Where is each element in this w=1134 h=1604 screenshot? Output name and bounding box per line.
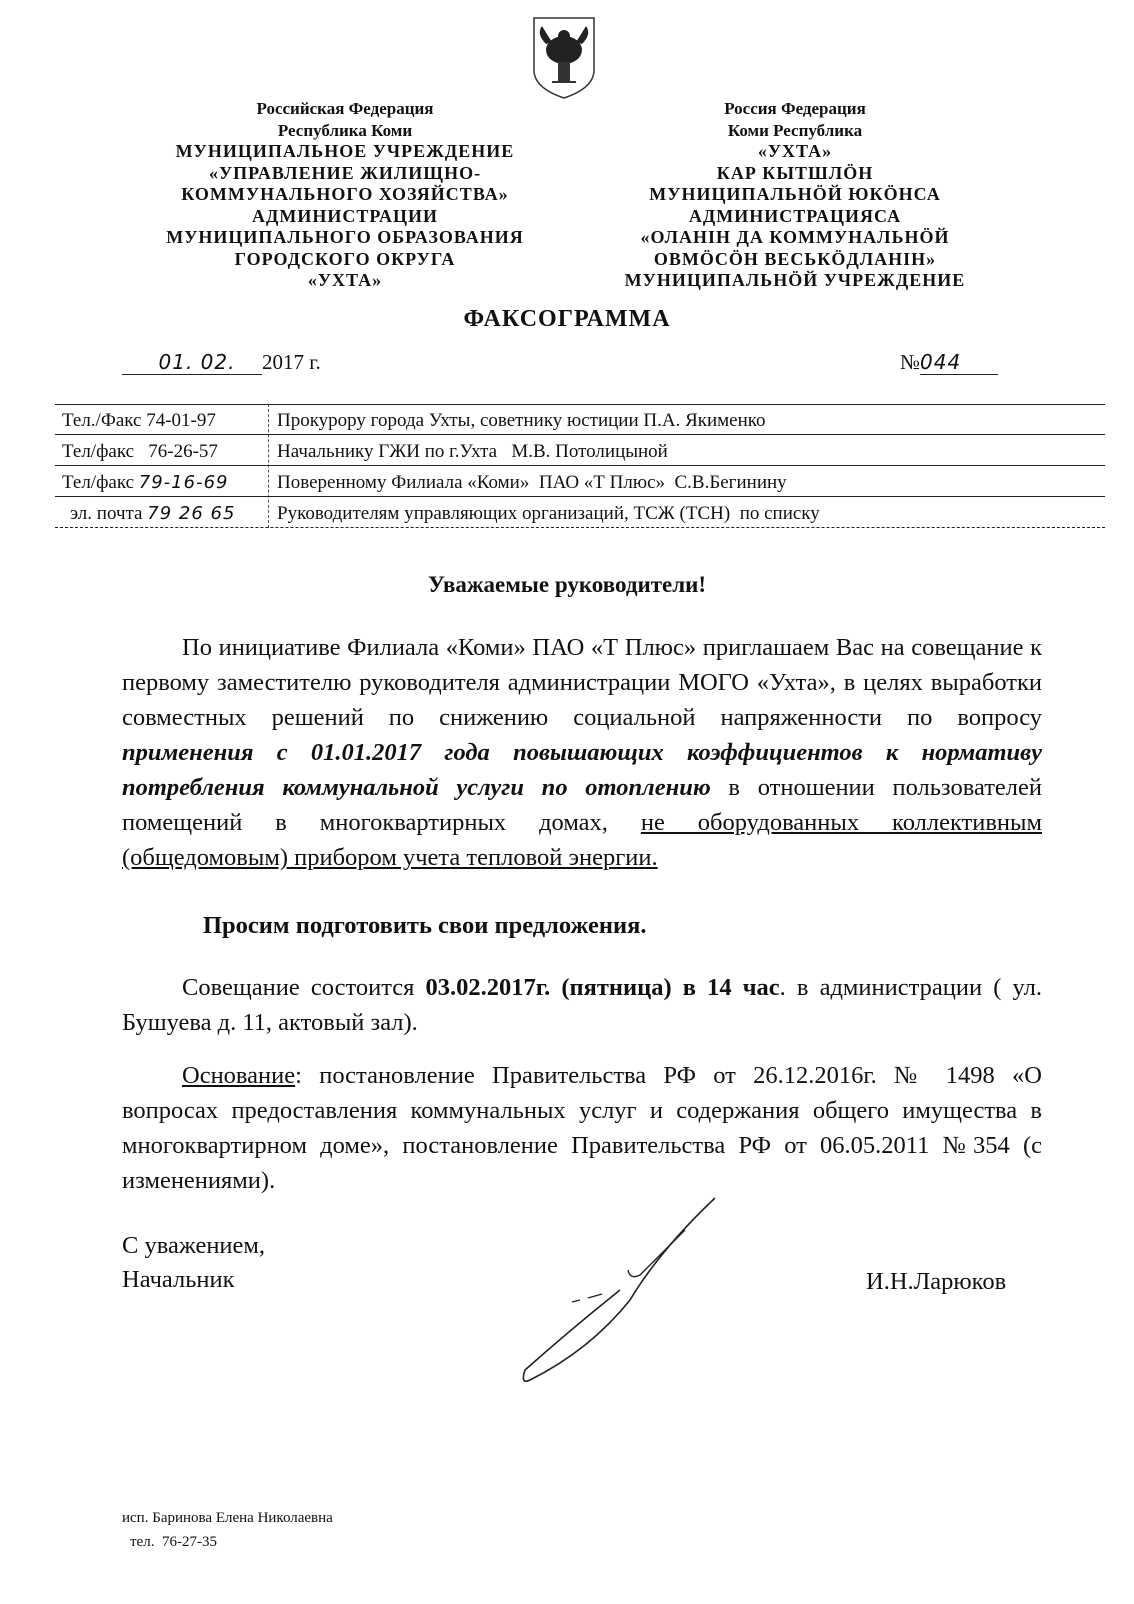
header-right-line: ОВМӦСӦН ВЕСЬКӦДЛАНІН» (653, 248, 937, 269)
recipient-contact (62, 472, 228, 494)
recipient-name: Поверенному Филиала «Коми» ПАО «Т Плюс» С.В.Бегинину (277, 472, 787, 493)
contact-text: эл. почта (70, 503, 143, 524)
para2-text: Совещание состоится (182, 974, 426, 1001)
position: Начальник (122, 1266, 235, 1293)
header-left-line: «УХТА» (307, 270, 383, 290)
signature-icon (510, 1190, 740, 1390)
para1-text: По инициативе Филиала «Коми» ПАО «Т Плюс» приглашаем Вас на совещание к первому заместителю руководителя администрации МОГО «Ухта», в целях выработки совместных решений по снижению социальной напряженности по вопросу (122, 634, 1042, 731)
header-left-line: МУНИЦИПАЛЬНОЕ УЧРЕЖДЕНИЕ (175, 141, 515, 161)
recipient-name: Прокурору города Ухты, советнику юстиции П.А. Якименко (277, 410, 766, 431)
header-left-line: Российская Федерация (256, 99, 434, 118)
table-rule (55, 434, 1105, 435)
header-right-line: Россия Федерация (724, 99, 866, 118)
contact-text: Тел/факс (62, 472, 135, 493)
recipient-contact (62, 441, 218, 463)
para1-text: в отношении пользователей помещений в многоквартирных домах, (122, 774, 1042, 836)
closing: С уважением, (122, 1232, 266, 1259)
date-handwritten: 01. 02. (122, 350, 262, 375)
number-field (900, 350, 1020, 375)
number-label: № (900, 350, 921, 374)
header-right-line: «ОЛАНІН ДА КОММУНАЛЬНӦЙ (640, 227, 950, 247)
para2-bold: 03.02.2017г. (пятница) в 14 час (425, 974, 780, 1001)
header-right-line: «УХТА» (757, 141, 833, 161)
header-right-line: Коми Республика (727, 120, 863, 140)
header-right (575, 98, 1015, 292)
header-left-line: МУНИЦИПАЛЬНОГО ОБРАЗОВАНИЯ (166, 227, 524, 247)
document-title: ФАКСОГРАММА (463, 306, 671, 332)
header-right-line: МУНИЦИПАЛЬНӦЙ ЮКӦНСА (649, 184, 941, 204)
contact-text: Тел/факс 76-26-57 (62, 441, 218, 462)
table-rule (55, 496, 1105, 497)
recipient-contact (62, 410, 216, 432)
executor-name: исп. Баринова Елена Николаевна (122, 1510, 333, 1526)
table-divider (268, 404, 269, 528)
paragraph-basis (122, 1058, 1042, 1198)
basis-label: Основание (182, 1062, 296, 1089)
para1-emphasis: применения с 01.01.2017 года повышающих коэффициентов к нормативу потребления коммунальной услуги по отоплению (122, 739, 1042, 801)
komi-coat-of-arms-icon (530, 14, 598, 100)
table-rule (55, 465, 1105, 466)
header-left-line: «УПРАВЛЕНИЕ ЖИЛИЩНО- (208, 162, 482, 183)
greeting: Уважаемые руководители! (427, 572, 707, 597)
contact-handwritten: 79-16-69 (138, 472, 229, 493)
header-left-line: ГОРОДСКОГО ОКРУГА (234, 248, 456, 269)
signatory-name: И.Н.Ларюков (866, 1268, 1007, 1295)
paragraph-meeting (122, 970, 1042, 1040)
para2-text: . в администрации ( ул. Бушуева д. 11, актовый зал). (122, 974, 1042, 1036)
executor-phone: тел. 76-27-35 (130, 1534, 217, 1550)
header-left-line: Республика Коми (277, 120, 413, 140)
header-left (135, 98, 555, 292)
header-left-line: АДМИНИСТРАЦИИ (251, 205, 439, 226)
basis-text: : постановление Правительства РФ от 26.12.2016г. № 1498 «О вопросах предоставления коммунальных услуг и содержания общего имущества в многоквартирном доме», постановление Правительства РФ от 06.05.2011 №354 (с изменениями). (122, 1062, 1042, 1194)
header-right-line: МУНИЦИПАЛЬНӦЙ УЧРЕЖДЕНИЕ (624, 270, 966, 290)
header-left-line: КОММУНАЛЬНОГО ХОЗЯЙСТВА» (181, 184, 509, 204)
date-suffix: 2017 г. (262, 350, 321, 374)
request-line: Просим подготовить свои предложения. (203, 912, 647, 939)
header-right-line: АДМИНИСТРАЦИЯСА (688, 205, 902, 226)
table-rule (55, 404, 1105, 405)
recipient-name: Начальнику ГЖИ по г.Ухта М.В. Потолицыной (277, 441, 668, 462)
para1-underlined: не оборудованных коллективным (общедомовым) прибором учета тепловой энергии. (122, 809, 1042, 871)
number-handwritten: 044 (920, 350, 998, 375)
table-rule (55, 527, 1105, 528)
date-field (122, 350, 342, 375)
recipient-contact (70, 503, 235, 525)
paragraph-invitation (122, 630, 1042, 875)
recipient-name: Руководителям управляющих организаций, ТСЖ (ТСН) по списку (277, 503, 820, 524)
header-right-line: КАР КЫТШЛӦН (716, 162, 874, 183)
contact-handwritten: 79 26 65 (147, 503, 236, 524)
contact-text: Тел./Факс 74-01-97 (62, 410, 216, 431)
